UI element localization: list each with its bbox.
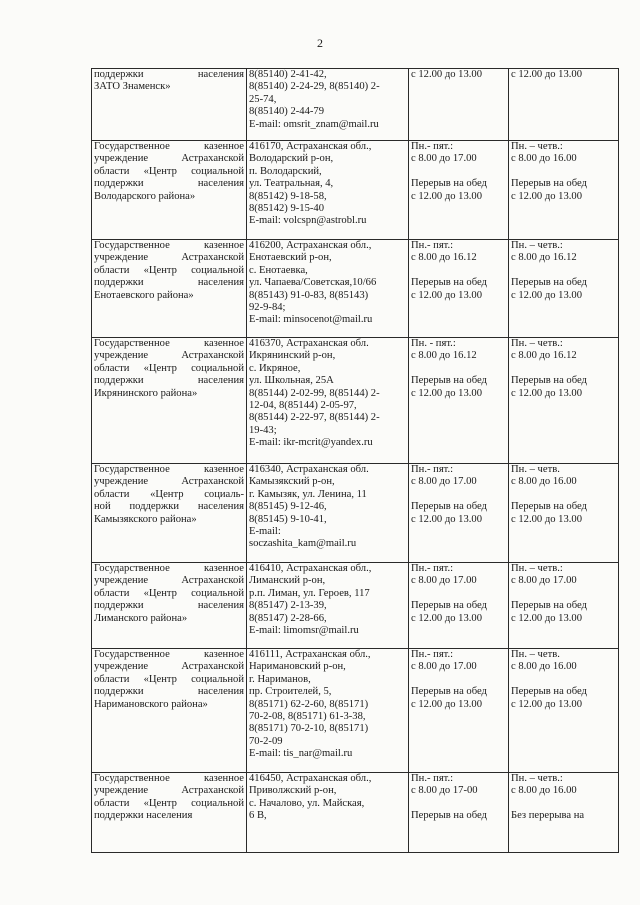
blank-line (411, 489, 506, 501)
cell-line: 416170, Астраханская обл., (249, 141, 372, 152)
cell-line: ул. Школьная, 25А (249, 375, 334, 387)
address-contacts-cell (247, 69, 409, 141)
hours-mon-fri-cell (409, 649, 509, 773)
cell-line: с 8.00 до 17.00 (411, 476, 477, 488)
cell-line: с 8.00 до 17.00 (411, 661, 477, 673)
hours-mon-fri-cell (409, 563, 509, 649)
email-text: E-mail: ikr-mcrit@yandex.ru (249, 437, 373, 449)
cell-line: Пн. – четв. (511, 649, 560, 660)
cell-line: Икрянинского района» (94, 387, 198, 399)
cell-line: 8(85140) 2-44-79 (249, 106, 325, 118)
cell-line: Володарского района» (94, 190, 196, 202)
cell-line: 416340, Астраханская обл. (249, 464, 369, 475)
table-row (92, 338, 619, 464)
cell-line: Наримановского района» (94, 698, 208, 710)
hours-mon-fri-cell (409, 240, 509, 338)
offices-table-body (92, 69, 619, 853)
hours-mon-thu-cell (509, 141, 619, 240)
cell-line: с 8.00 до 16.00 (511, 153, 577, 165)
email-text: E-mail: limomsr@mail.ru (249, 625, 359, 637)
cell-line: Перерыв на обед (411, 686, 487, 698)
cell-line: Перерыв на обед (411, 810, 487, 822)
cell-line: Пн.- пят.: (411, 649, 454, 660)
cell-line: поддержки населения (94, 600, 244, 612)
cell-line: с 12.00 до 13.00 (511, 190, 583, 202)
cell-line: Икрянинский р-он, (249, 350, 336, 362)
cell-line: с 8.00 до 16.12 (411, 252, 477, 264)
cell-line: Приволжский р-он, (249, 785, 337, 797)
cell-line: с 12.00 до 13.00 (411, 289, 483, 301)
table-row (92, 240, 619, 338)
hours-mon-thu-cell (509, 240, 619, 338)
cell-line: 8(85144) 2-22-97, 8(85144) 2- (249, 412, 380, 424)
cell-line: учреждение Астраханской (94, 153, 244, 165)
cell-line: Лиманский р-он, (249, 575, 326, 587)
cell-line: Пн. – четв.: (511, 338, 563, 349)
cell-line: Перерыв на обед (511, 178, 587, 190)
email-text: E-mail: volcspn@astrobl.ru (249, 215, 367, 227)
cell-line: с 12.00 до 13.00 (411, 513, 483, 525)
table-row (92, 649, 619, 773)
institution-name-cell (92, 773, 247, 853)
cell-line: с 12.00 до 13.00 (511, 69, 583, 80)
cell-line: 92-9-84; (249, 302, 286, 314)
cell-line: с 12.00 до 13.00 (411, 387, 483, 399)
cell-line: Перерыв на обед (411, 375, 487, 387)
cell-line: 12-04, 8(85144) 2-05-97, (249, 400, 357, 412)
hours-mon-thu-cell (509, 69, 619, 141)
email-text: E-mail: (249, 526, 281, 538)
cell-line: Перерыв на обед (511, 277, 587, 289)
cell-line: Перерыв на обед (411, 501, 487, 513)
cell-line: 8(85144) 2-02-99, 8(85144) 2- (249, 387, 380, 399)
cell-line: поддержки населения (94, 810, 193, 822)
cell-line: области «Центр социальной (94, 587, 244, 599)
address-contacts-cell (247, 649, 409, 773)
cell-line: с 8.00 до 16.00 (511, 661, 577, 673)
cell-line: Перерыв на обед (511, 375, 587, 387)
hours-mon-fri-cell (409, 69, 509, 141)
cell-line: с 8.00 до 17.00 (411, 575, 477, 587)
cell-line: Енотаевского района» (94, 289, 194, 301)
email-text: E-mail: omsrit_znam@mail.ru (249, 118, 379, 130)
cell-line: учреждение Астраханской (94, 252, 244, 264)
table-row (92, 464, 619, 563)
cell-line: Перерыв на обед (511, 501, 587, 513)
hours-mon-fri-cell (409, 464, 509, 563)
cell-line: поддержки населения (94, 686, 244, 698)
cell-line: р.п. Лиман, ул. Героев, 117 (249, 587, 370, 599)
cell-line: учреждение Астраханской (94, 575, 244, 587)
cell-line: Пн. – четв.: (511, 563, 563, 574)
blank-line (511, 166, 616, 178)
cell-line: с 8.00 до 16.00 (511, 785, 577, 797)
cell-line: Пн. – четв. (511, 464, 560, 475)
cell-line: Пн.- пят.: (411, 141, 454, 152)
cell-line: с 12.00 до 13.00 (411, 69, 483, 80)
cell-line: поддержки населения (94, 277, 244, 289)
cell-line: Енотаевский р-он, (249, 252, 332, 264)
cell-line: с 12.00 до 13.00 (511, 387, 583, 399)
cell-line: поддержки населения (94, 375, 244, 387)
cell-line: с. Икряное, (249, 362, 301, 374)
table-row (92, 773, 619, 853)
cell-line: ЗАТО Знаменск» (94, 81, 171, 93)
cell-line: поддержки населения (94, 69, 244, 80)
email-text: E-mail: minsocenot@mail.ru (249, 314, 373, 326)
cell-line: Лиманского района» (94, 612, 188, 624)
cell-line: с 12.00 до 13.00 (511, 513, 583, 525)
cell-line: с 12.00 до 13.00 (511, 289, 583, 301)
cell-line: 416111, Астраханская обл., (249, 649, 371, 660)
cell-line: п. Володарский, (249, 165, 322, 177)
cell-line: Пн. - пят.: (411, 338, 456, 349)
cell-line: Пн. – четв.: (511, 141, 563, 152)
cell-line: Государственное казенное (94, 141, 244, 152)
cell-line: 6 В, (249, 810, 267, 822)
cell-line: 70-2-08, 8(85171) 61-3-38, (249, 711, 366, 723)
institution-name-cell (92, 338, 247, 464)
cell-line: с 8.00 до 17-00 (411, 785, 478, 797)
cell-line: Без перерыва на (511, 810, 585, 822)
cell-line: Камызякского района» (94, 513, 197, 525)
hours-mon-thu-cell (509, 563, 619, 649)
institution-name-cell (92, 649, 247, 773)
cell-line: с 8.00 до 16.12 (411, 350, 477, 362)
cell-line: 25-74, (249, 93, 277, 105)
email-text: E-mail: tis_nar@mail.ru (249, 748, 353, 760)
blank-line (511, 674, 616, 686)
cell-line: Государственное казенное (94, 773, 244, 784)
cell-line: с 12.00 до 13.00 (411, 612, 483, 624)
cell-line: с 8.00 до 16.00 (511, 476, 577, 488)
institution-name-cell (92, 563, 247, 649)
hours-mon-fri-cell (409, 338, 509, 464)
cell-line: с. Енотаевка, (249, 264, 308, 276)
blank-line (411, 588, 506, 600)
cell-line: Перерыв на обед (411, 600, 487, 612)
cell-line: Пн. – четв.: (511, 773, 563, 784)
hours-mon-thu-cell (509, 773, 619, 853)
cell-line: Перерыв на обед (411, 178, 487, 190)
cell-line: 8(85142) 9-18-58, (249, 190, 327, 202)
cell-line: пр. Строителей, 5, (249, 686, 332, 698)
cell-line: 19-43; (249, 424, 277, 436)
blank-line (411, 363, 506, 375)
cell-line: 8(85142) 9-15-40 (249, 203, 325, 215)
cell-line: Камызякский р-он, (249, 476, 335, 488)
cell-line: Государственное казенное (94, 338, 244, 349)
cell-line: учреждение Астраханской (94, 785, 244, 797)
institution-name-cell (92, 141, 247, 240)
cell-line: с 8.00 до 16.12 (511, 252, 577, 264)
hours-mon-fri-cell (409, 141, 509, 240)
cell-line: г. Камызяк, ул. Ленина, 11 (249, 488, 367, 500)
blank-line (511, 588, 616, 600)
cell-line: учреждение Астраханской (94, 350, 244, 362)
table-row (92, 69, 619, 141)
cell-line: области «Центр социальной (94, 264, 244, 276)
cell-line: Пн.- пят.: (411, 563, 454, 574)
cell-line: Пн.- пят.: (411, 240, 454, 251)
cell-line: области «Центр социальной (94, 673, 244, 685)
address-contacts-cell (247, 240, 409, 338)
email-text: soczashita_kam@mail.ru (249, 538, 357, 550)
cell-line: ул. Театральная, 4, (249, 178, 334, 190)
cell-line: учреждение Астраханской (94, 661, 244, 673)
hours-mon-thu-cell (509, 649, 619, 773)
blank-line (511, 363, 616, 375)
cell-line: области «Центр социальной (94, 797, 244, 809)
cell-line: Пн. – четв.: (511, 240, 563, 251)
table-row (92, 141, 619, 240)
table-row (92, 563, 619, 649)
cell-line: 8(85140) 2-24-29, 8(85140) 2- (249, 81, 380, 93)
cell-line: Володарский р-он, (249, 153, 334, 165)
cell-line: Перерыв на обед (511, 600, 587, 612)
cell-line: 416450, Астраханская обл., (249, 773, 372, 784)
cell-line: области «Центр социаль- (94, 488, 244, 500)
cell-line: Пн.- пят.: (411, 773, 454, 784)
institution-name-cell (92, 69, 247, 141)
cell-line: 8(85143) 91-0-83, 8(85143) (249, 289, 369, 301)
blank-line (411, 798, 506, 810)
cell-line: 416200, Астраханская обл., (249, 240, 372, 251)
cell-line: с 8.00 до 16.12 (511, 350, 577, 362)
address-contacts-cell (247, 563, 409, 649)
blank-line (411, 265, 506, 277)
cell-line: 416410, Астраханская обл., (249, 563, 372, 574)
blank-line (511, 265, 616, 277)
cell-line: 70-2-09 (249, 735, 283, 747)
hours-mon-thu-cell (509, 464, 619, 563)
blank-line (411, 166, 506, 178)
address-contacts-cell (247, 464, 409, 563)
blank-line (511, 489, 616, 501)
offices-table (91, 68, 619, 853)
hours-mon-fri-cell (409, 773, 509, 853)
cell-line: Перерыв на обед (411, 277, 487, 289)
cell-line: с 12.00 до 13.00 (411, 190, 483, 202)
cell-line: г. Нариманов, (249, 673, 311, 685)
cell-line: поддержки населения (94, 178, 244, 190)
cell-line: с. Началово, ул. Майская, (249, 797, 365, 809)
cell-line: ной поддержки населения (94, 501, 244, 513)
cell-line: Государственное казенное (94, 240, 244, 251)
cell-line: 8(85147) 2-13-39, (249, 600, 327, 612)
cell-line: 416370, Астраханская обл. (249, 338, 369, 349)
cell-line: Государственное казенное (94, 563, 244, 574)
cell-line: учреждение Астраханской (94, 476, 244, 488)
cell-line: Государственное казенное (94, 649, 244, 660)
address-contacts-cell (247, 141, 409, 240)
cell-line: с 12.00 до 13.00 (411, 698, 483, 710)
cell-line: 8(85147) 2-28-66, (249, 612, 327, 624)
cell-line: с 8.00 до 17.00 (411, 153, 477, 165)
cell-line: Перерыв на обед (511, 686, 587, 698)
page-number: 2 (317, 36, 323, 50)
cell-line: области «Центр социальной (94, 165, 244, 177)
institution-name-cell (92, 240, 247, 338)
cell-line: области «Центр социальной (94, 362, 244, 374)
blank-line (511, 798, 616, 810)
blank-line (411, 674, 506, 686)
address-contacts-cell (247, 338, 409, 464)
cell-line: 8(85171) 62-2-60, 8(85171) (249, 698, 369, 710)
cell-line: Пн.- пят.: (411, 464, 454, 475)
cell-line: 8(85145) 9-10-41, (249, 513, 327, 525)
address-contacts-cell (247, 773, 409, 853)
hours-mon-thu-cell (509, 338, 619, 464)
cell-line: Государственное казенное (94, 464, 244, 475)
cell-line: 8(85145) 9-12-46, (249, 501, 327, 513)
cell-line: 8(85140) 2-41-42, (249, 69, 327, 80)
cell-line: с 12.00 до 13.00 (511, 612, 583, 624)
cell-line: с 12.00 до 13.00 (511, 698, 583, 710)
cell-line: Наримановский р-он, (249, 661, 346, 673)
cell-line: с 8.00 до 17.00 (511, 575, 577, 587)
institution-name-cell (92, 464, 247, 563)
cell-line: ул. Чапаева/Советская,10/66 (249, 277, 377, 289)
cell-line: 8(85171) 70-2-10, 8(85171) (249, 723, 369, 735)
